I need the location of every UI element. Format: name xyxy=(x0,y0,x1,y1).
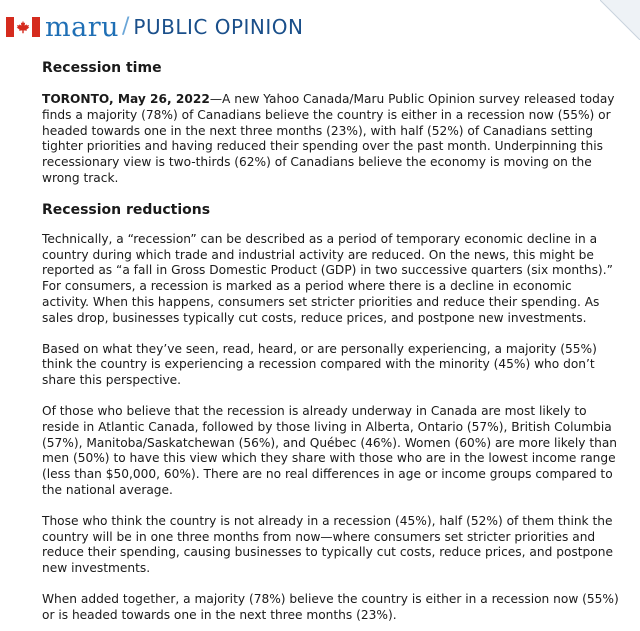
intro-text: —A new Yahoo Canada/Maru Public Opinion survey released today finds a majority (78%) of Canadians believe the country is either in a recession now (55%) or headed towards one in the next three months (23%), with half (52%) of Canadians setting tighter priorities and having reduced their spending over the past month. Underpinning this recessionary view is two-thirds (62%) of Canadians believe the economy is moving on the wrong track. xyxy=(42,92,615,185)
dateline: TORONTO, May 26, 2022 xyxy=(42,92,210,106)
section-heading: Recession reductions xyxy=(42,201,211,218)
page-fold-icon xyxy=(600,0,640,40)
body-paragraph-summary: When added together, a majority (78%) believe the country is either in a recession now (55%) or is headed towards one in the next three months (23%). xyxy=(42,591,619,622)
brand-tagline: PUBLIC OPINION xyxy=(133,15,304,39)
canada-flag-icon xyxy=(6,17,40,37)
body-paragraph-majority: Based on what they’ve seen, read, heard, or are personally experiencing, a majority (55%) think the country is experiencing a recession compared with the minority (45%) who don’t share this perspective. xyxy=(42,341,597,388)
brand-slash: / xyxy=(122,14,130,39)
body-paragraph-not-in-recession: Those who think the country is not already in a recession (45%), half (52%) of them think the country will be in one three months from now—where consumers set stricter priorities and reduce their spending, causing businesses to typically cut costs, reduce prices, and postpone new investments. xyxy=(42,513,613,576)
body-paragraph-regions: Of those who believe that the recession is already underway in Canada are most likely to reside in Atlantic Canada, followed by those living in Alberta, Ontario (57%), British Columbia (57%), Manitoba/Saskatchewan (56%), and Québec (46%). Women (60%) are more likely than men (50%) to have this view which they share with those who are in the lowest income range (less than $50,000, 60%). There are no real differences in age or income groups compared to the national average. xyxy=(42,403,618,497)
body-paragraph-definition: Technically, a “recession” can be described as a period of temporary economic decline in a country during which trade and industrial activity are reduced. On the news, this might be reported as “a fall in Gross Domestic Product (GDP) in two successive quarters (six months).” For consumers, a recession is marked as a period where there is a decline in economic activity. When this happens, consumers set stricter priorities and reduce their spending. As sales drop, businesses typically cut costs, reduce prices, and postpone new investments. xyxy=(42,231,613,325)
article-body xyxy=(42,58,622,624)
brand-header xyxy=(6,10,303,44)
article-title: Recession time xyxy=(42,60,162,76)
brand-name: maru xyxy=(45,11,119,43)
intro-paragraph xyxy=(42,92,622,187)
